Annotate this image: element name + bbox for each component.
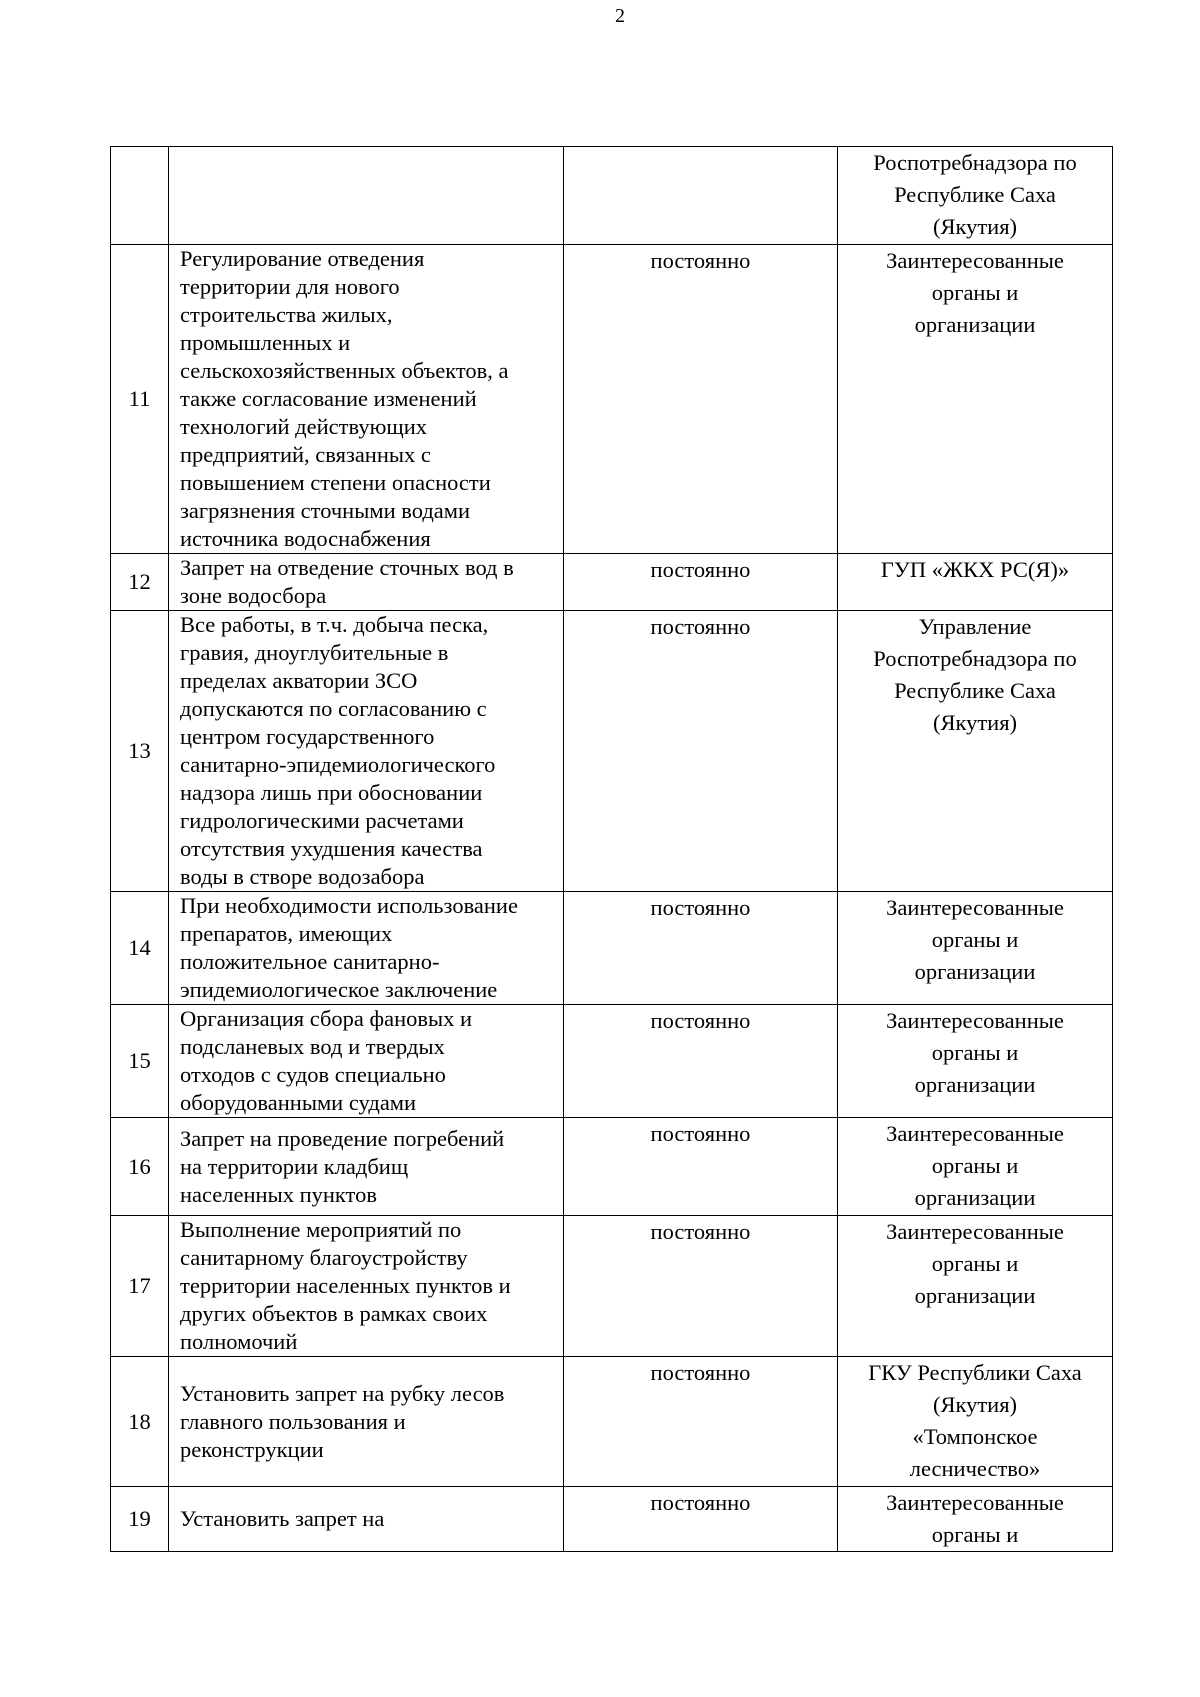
measure-term: постоянно xyxy=(564,892,838,1005)
table-row xyxy=(111,892,1113,1005)
measure-responsible: Заинтересованные органы и организации xyxy=(838,1216,1113,1357)
measure-term: постоянно xyxy=(564,245,838,554)
measure-description: Установить запрет на рубку лесов главного пользования и реконструкции xyxy=(169,1357,564,1487)
table-row xyxy=(111,1357,1113,1487)
row-number: 15 xyxy=(111,1005,169,1118)
measure-description: Все работы, в т.ч. добыча песка, гравия, дноуглубительные в пределах акватории ЗСО допускаются по согласованию с центром государственного санитарно-эпидемиологического надзора лишь при обосновании гидрологическими расчетами отсутствия ухудшения качества воды в створе водозабора xyxy=(169,611,564,892)
measure-description: При необходимости использование препаратов, имеющих положительное санитарно- эпидемиологическое заключение xyxy=(169,892,564,1005)
measure-term: постоянно xyxy=(564,1487,838,1552)
measure-description: Организация сбора фановых и подсланевых вод и твердых отходов с судов специально оборудованными судами xyxy=(169,1005,564,1118)
table-row xyxy=(111,1216,1113,1357)
measure-description: Регулирование отведения территории для нового строительства жилых, промышленных и сельскохозяйственных объектов, а также согласование изменений технологий действующих предприятий, связанных с повышением степени опасности загрязнения сточными водами источника водоснабжения xyxy=(169,245,564,554)
measure-responsible: ГУП «ЖКХ РС(Я)» xyxy=(838,554,1113,611)
row-number: 19 xyxy=(111,1487,169,1552)
measure-description: Выполнение мероприятий по санитарному благоустройству территории населенных пунктов и других объектов в рамках своих полномочий xyxy=(169,1216,564,1357)
table-row xyxy=(111,1005,1113,1118)
measure-term: постоянно xyxy=(564,611,838,892)
row-number: 18 xyxy=(111,1357,169,1487)
measure-term: постоянно xyxy=(564,1216,838,1357)
measure-responsible: Заинтересованные органы и организации xyxy=(838,245,1113,554)
row-number xyxy=(111,147,169,245)
measure-term: постоянно xyxy=(564,1118,838,1216)
row-number: 12 xyxy=(111,554,169,611)
measure-term: постоянно xyxy=(564,554,838,611)
measure-description: Запрет на отведение сточных вод в зоне водосбора xyxy=(169,554,564,611)
measure-responsible: Заинтересованные органы и организации xyxy=(838,892,1113,1005)
row-number: 13 xyxy=(111,611,169,892)
measures-table xyxy=(110,146,1113,1552)
measure-responsible: Заинтересованные органы и xyxy=(838,1487,1113,1552)
row-number: 17 xyxy=(111,1216,169,1357)
table-row xyxy=(111,1118,1113,1216)
measure-responsible: Заинтересованные органы и организации xyxy=(838,1118,1113,1216)
measure-term: постоянно xyxy=(564,1005,838,1118)
measure-description: Установить запрет на xyxy=(169,1487,564,1552)
page-number: 2 xyxy=(615,5,625,27)
table-row xyxy=(111,554,1113,611)
measure-description xyxy=(169,147,564,245)
table-row xyxy=(111,1487,1113,1552)
measure-term xyxy=(564,147,838,245)
row-number: 14 xyxy=(111,892,169,1005)
measure-responsible: Управление Роспотребнадзора по Республике Саха (Якутия) xyxy=(838,611,1113,892)
measure-responsible: Роспотребнадзора по Республике Саха (Якутия) xyxy=(838,147,1113,245)
table-row xyxy=(111,245,1113,554)
measure-responsible: Заинтересованные органы и организации xyxy=(838,1005,1113,1118)
row-number: 11 xyxy=(111,245,169,554)
table-row xyxy=(111,147,1113,245)
table-row xyxy=(111,611,1113,892)
measure-responsible: ГКУ Республики Саха (Якутия) «Томпонское лесничество» xyxy=(838,1357,1113,1487)
measure-description: Запрет на проведение погребений на территории кладбищ населенных пунктов xyxy=(169,1118,564,1216)
measure-term: постоянно xyxy=(564,1357,838,1487)
row-number: 16 xyxy=(111,1118,169,1216)
